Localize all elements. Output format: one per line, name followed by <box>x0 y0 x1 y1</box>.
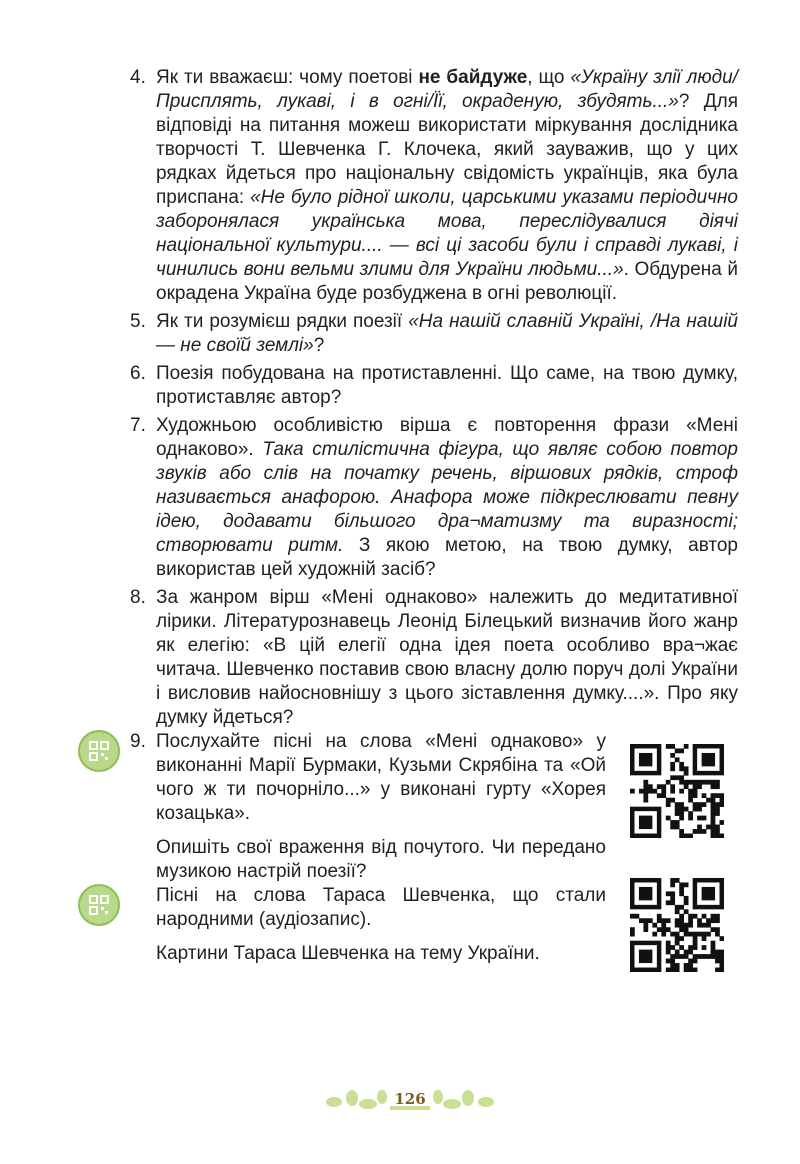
question-item <box>130 66 738 306</box>
quote-text: «На нашій славній Україні, /На нашій — не своїй землі» <box>156 311 738 356</box>
resource-paragraph: Картини Тараса Шевченка на тему України. <box>156 943 540 964</box>
qr-code[interactable] <box>630 878 724 972</box>
question-text: ? <box>313 335 325 356</box>
question-item <box>130 414 738 582</box>
qr-resources <box>130 884 738 976</box>
question-text: З якою метою, на твою думку, автор використав цей художній засіб? <box>156 535 738 580</box>
page-footer <box>320 1084 500 1118</box>
bold-text: не байдуже <box>418 67 528 88</box>
quote-text: «Не було рідної школи, царськими указами періодично заборонялася українська мова, переслідувалися діячі національної культури.... — всі ці засоби були і справді лукаві, і чинились вони вельми злими для України людьми...» <box>156 187 738 280</box>
task-paragraph: Послухайте пісні на слова «Мені однаково» у виконанні Марії Бурмаки, Кузьми Скрябіна та «Ой чого ж ти почорніло...» у виконані гурту «Хорея козацька». <box>156 731 606 824</box>
qr-resources-text <box>130 884 606 966</box>
resource-paragraph: Пісні на слова Тараса Шевченка, що стали народними (аудіозапис). <box>156 885 606 930</box>
task-number: 9. <box>130 731 146 752</box>
task-paragraph: Опишіть свої враження від почутого. Чи передано музикою настрій поезії? <box>156 837 606 882</box>
question-item <box>130 362 738 410</box>
question-text: ? Для відповіді на питання можеш використати міркування дослідника творчості Т. Шевченка Г. Клочека, який зауважив, що у цих рядках йдеться про національну свідомість українців, яка була приспана: <box>156 91 738 208</box>
question-item <box>130 586 738 730</box>
question-text: Як ти розумієш рядки поезії <box>156 311 409 332</box>
question-number: 5. <box>130 311 146 332</box>
questions-list <box>130 66 738 734</box>
page-number: 126 <box>394 1090 426 1108</box>
question-text: Поезія побудована на протиставленні. Що саме, на твою думку, протиставляє автор? <box>156 363 738 408</box>
question-number: 4. <box>130 67 146 88</box>
qr-task-text <box>130 730 606 884</box>
question-text: За жанром вірш «Мені однаково» належить до медитативної лірики. Літературознавець Леонід Білецький визначив його жанр як елегію: «В цій елегії одна ідея поета особливо вра¬жає читача. Шевченко поставив свою власну долю поруч долі України і висловив найосновнішу з цього зіставлення думку....». Про яку думку йдеться? <box>156 587 738 728</box>
qr-scan-icon[interactable] <box>78 884 120 926</box>
qr-scan-icon[interactable] <box>78 730 120 772</box>
question-number: 8. <box>130 587 146 608</box>
qr-code[interactable] <box>630 744 724 838</box>
question-text: , що <box>527 67 571 88</box>
qr-task-9 <box>130 730 738 894</box>
question-item <box>130 310 738 358</box>
question-text: Художньою особливістю вірша є повторення фрази «Мені однаково». <box>156 415 738 460</box>
question-number: 6. <box>130 363 146 384</box>
quote-text: «Україну злії люди/Присплять, лукаві, і в огні/Її, окраденую, збудять...» <box>156 67 739 112</box>
question-number: 7. <box>130 415 146 436</box>
question-text: . Обдурена й окрадена Україна буде розбуджена в огні революції. <box>156 259 739 304</box>
question-text: Як ти вважаєш: чому поетові <box>156 67 419 88</box>
quote-text: Така стилістична фігура, що являє собою повтор звуків або слів на початку речень, віршових рядків, строф називається анафорою. Анафора може підкреслювати певну ідею, додавати більшого дра¬матизму та виразності; створювати ритм. <box>156 439 738 556</box>
